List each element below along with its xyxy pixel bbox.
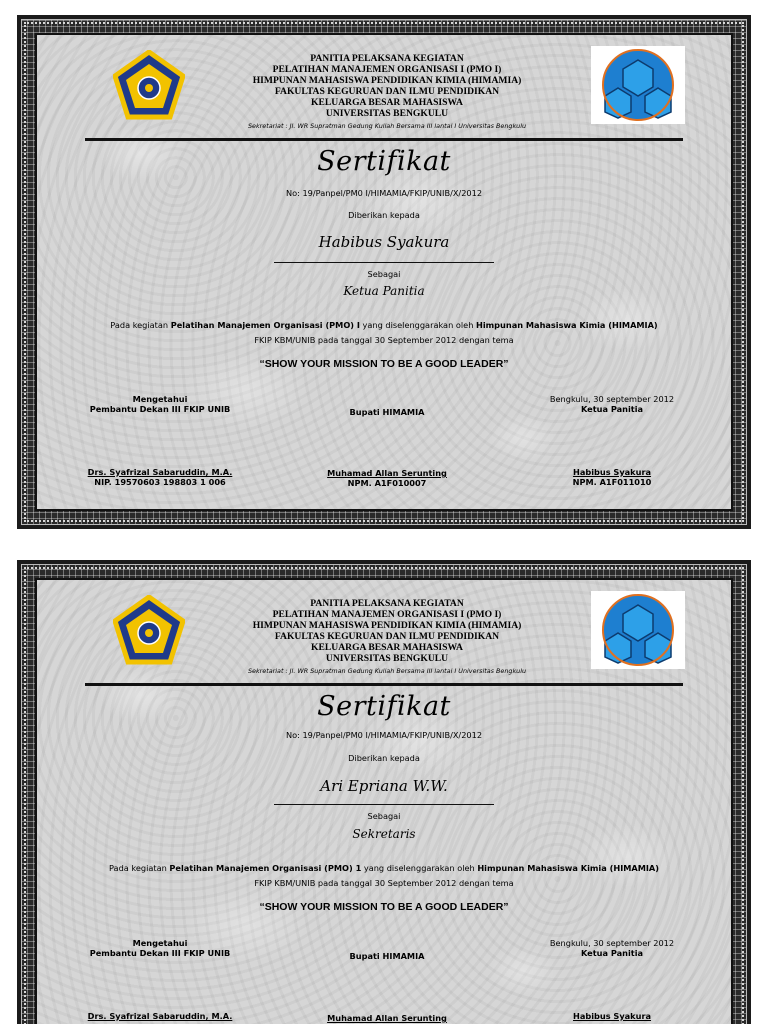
certificate-number: No: 19/Panpel/PM0 I/HIMAMIA/FKIP/UNIB/X/2012	[285, 188, 483, 198]
sig-left-position: Pembantu Dekan III FKIP UNIB	[89, 404, 231, 414]
header-line: FAKULTAS KEGURUAN DAN ILMU PENDIDIKAN	[274, 631, 500, 642]
name-underline	[274, 804, 494, 805]
header-line: KELUARGA BESAR MAHASISWA	[311, 642, 463, 653]
unib-logo-icon	[113, 595, 185, 665]
signer-middle	[287, 1013, 487, 1023]
signer-left-name: Drs. Syafrizal Sabaruddin, M.A.	[87, 1011, 233, 1021]
signer-right-name: Habibus Syakura	[572, 467, 652, 477]
secretariat-address: Sekretariat : Jl. WR Supratman Gedung Kuliah Bersama III lantai I Universitas Bengkulu	[247, 667, 527, 675]
organizer-name: Himpunan Mahasiswa Kimia (HIMAMIA)	[475, 320, 658, 330]
header-line: HIMPUNAN MAHASISWA PENDIDIKAN KIMIA (HIMAMIA)	[252, 75, 522, 86]
unib-logo-icon	[113, 50, 185, 120]
sig-right-position: Ketua Panitia	[580, 948, 644, 958]
secretariat-address: Sekretariat : Jl. WR Supratman Gedung Kuliah Bersama III lantai I Universitas Bengkulu	[247, 122, 527, 130]
signer-left	[65, 467, 255, 487]
header-line: KELUARGA BESAR MAHASISWA	[311, 97, 463, 108]
header-line: PELATIHAN MANAJEMEN ORGANISASI I (PMO I)	[272, 64, 502, 75]
recipient-role: Ketua Panitia	[343, 284, 425, 298]
recipient-name: Habibus Syakura	[318, 233, 450, 251]
event-theme: “SHOW YOUR MISSION TO BE A GOOD LEADER”	[259, 358, 509, 370]
header-divider	[85, 683, 683, 686]
signer-right-id: NPM. A1F011010	[572, 477, 652, 487]
sig-left-label: Mengetahui	[132, 938, 188, 948]
himamia-logo-icon	[591, 46, 685, 124]
signer-mid-name: Muhamad Allan Serunting	[327, 1013, 447, 1023]
event-name: Pelatihan Manajemen Organisasi (PMO) I	[170, 320, 360, 330]
sig-mid-position: Bupati HIMAMIA	[349, 407, 425, 417]
signer-left	[65, 1011, 255, 1021]
signature-left	[65, 938, 255, 958]
signer-mid-id: NPM. A1F010007	[347, 478, 427, 488]
recipient-role: Sekretaris	[352, 827, 416, 841]
certificate-title: Sertifikat	[317, 146, 451, 177]
signature-right	[527, 394, 697, 414]
name-underline	[274, 262, 494, 263]
signer-left-id: NIP. 19570603 198803 1 006	[94, 477, 226, 487]
header-line: UNIVERSITAS BENGKULU	[325, 108, 449, 119]
signature-right	[527, 938, 697, 958]
header-line: PANITIA PELAKSANA KEGIATAN	[310, 598, 464, 609]
header-line: UNIVERSITAS BENGKULU	[325, 653, 449, 664]
header-line: PELATIHAN MANAJEMEN ORGANISASI I (PMO I)	[272, 609, 502, 620]
signature-left	[65, 394, 255, 414]
event-description	[17, 320, 751, 330]
header-line: HIMPUNAN MAHASISWA PENDIDIKAN KIMIA (HIMAMIA)	[252, 620, 522, 631]
certificate-title: Sertifikat	[317, 691, 451, 722]
as-label: Sebagai	[367, 811, 401, 821]
sig-left-position: Pembantu Dekan III FKIP UNIB	[89, 948, 231, 958]
place-date: Bengkulu, 30 september 2012	[549, 394, 675, 404]
signature-middle	[287, 951, 487, 961]
signer-left-name: Drs. Syafrizal Sabaruddin, M.A.	[87, 467, 233, 477]
as-label: Sebagai	[367, 269, 401, 279]
signer-right	[527, 1011, 697, 1021]
signer-mid-name: Muhamad Allan Serunting	[327, 468, 447, 478]
organizer-name: Himpunan Mahasiswa Kimia (HIMAMIA)	[477, 863, 660, 873]
given-to-label: Diberikan kepada	[348, 210, 420, 220]
desc-prefix: Pada kegiatan	[110, 320, 171, 330]
organizer-header	[197, 598, 577, 664]
given-to-label: Diberikan kepada	[348, 753, 420, 763]
signature-middle	[287, 407, 487, 417]
sig-mid-position: Bupati HIMAMIA	[349, 951, 425, 961]
signer-right-name: Habibus Syakura	[572, 1011, 652, 1021]
himamia-logo-icon	[591, 591, 685, 669]
desc-mid: yang diselenggarakan oleh	[361, 863, 478, 873]
signer-right	[527, 467, 697, 487]
desc-mid: yang diselenggarakan oleh	[359, 320, 476, 330]
recipient-name: Ari Epriana W.W.	[320, 777, 448, 795]
certificate-2	[17, 560, 751, 1024]
event-theme: “SHOW YOUR MISSION TO BE A GOOD LEADER”	[259, 901, 509, 913]
signer-middle	[287, 468, 487, 488]
header-divider	[85, 138, 683, 141]
event-date-line: FKIP KBM/UNIB pada tanggal 30 September 2012 dengan tema	[254, 335, 514, 345]
event-date-line: FKIP KBM/UNIB pada tanggal 30 September 2012 dengan tema	[254, 878, 514, 888]
certificate-1	[17, 15, 751, 529]
sig-right-position: Ketua Panitia	[580, 404, 644, 414]
certificate-number: No: 19/Panpel/PM0 I/HIMAMIA/FKIP/UNIB/X/2012	[285, 730, 483, 740]
desc-prefix: Pada kegiatan	[108, 863, 170, 873]
header-line: PANITIA PELAKSANA KEGIATAN	[310, 53, 464, 64]
event-name: Pelatihan Manajemen Organisasi (PMO) 1	[169, 863, 362, 873]
place-date: Bengkulu, 30 september 2012	[549, 938, 675, 948]
header-line: FAKULTAS KEGURUAN DAN ILMU PENDIDIKAN	[274, 86, 500, 97]
event-description	[17, 863, 751, 873]
organizer-header	[197, 53, 577, 119]
sig-left-label: Mengetahui	[132, 394, 188, 404]
